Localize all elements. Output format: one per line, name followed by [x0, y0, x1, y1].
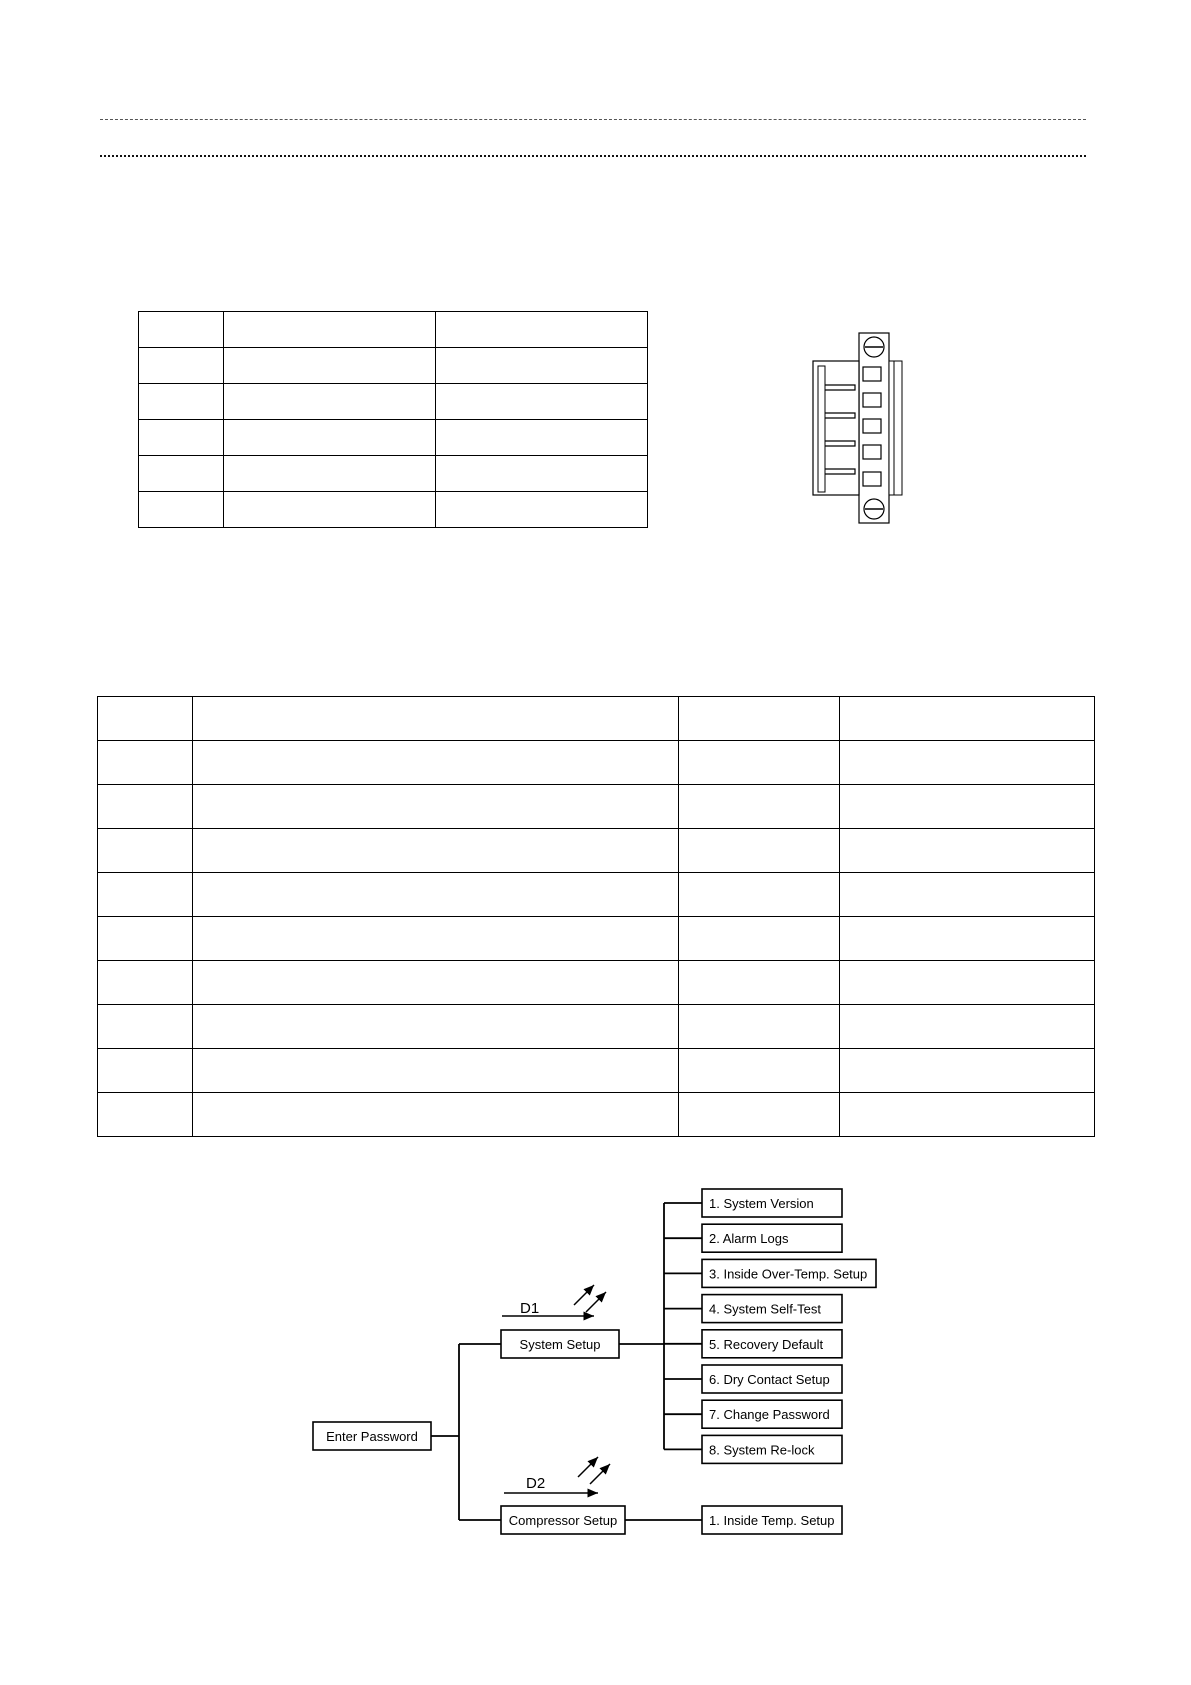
menu-table-cell: [193, 785, 679, 829]
menu-table-cell: [679, 741, 840, 785]
pin-table-row: [139, 312, 648, 348]
pin-table-cell: [436, 492, 648, 528]
menu-table-cell: [840, 1093, 1095, 1137]
pin-table-cell: [139, 420, 224, 456]
setup-menu-flowchart: [0, 1180, 1191, 1560]
pin-table-cell: [436, 312, 648, 348]
menu-table-row: [98, 697, 1095, 741]
pin-table-cell: [139, 384, 224, 420]
system-setup-item-label: 3. Inside Over-Temp. Setup: [709, 1266, 868, 1282]
system-setup-item: [702, 1295, 842, 1323]
pin-table-cell: [436, 456, 648, 492]
menu-table-cell: [98, 697, 193, 741]
system-setup-item-label: 6. Dry Contact Setup: [709, 1372, 830, 1387]
menu-table-cell: [679, 1093, 840, 1137]
connector-side-rib: [889, 361, 902, 495]
header-rule-thin: [100, 119, 1086, 120]
system-setup-item-label: 2. Alarm Logs: [709, 1231, 789, 1247]
terminal-block-connector: [808, 330, 908, 530]
menu-table-cell: [193, 1005, 679, 1049]
menu-table-cell: [193, 917, 679, 961]
menu-table-row: [98, 917, 1095, 961]
pin-table-row: [139, 456, 648, 492]
menu-table-cell: [679, 873, 840, 917]
menu-table-cell: [98, 917, 193, 961]
menu-table-cell: [840, 829, 1095, 873]
system-setup-item-label: 4. System Self-Test: [709, 1301, 821, 1317]
menu-table-cell: [679, 961, 840, 1005]
light-arrows-icon: [574, 1285, 606, 1312]
pin-table-cell: [436, 384, 648, 420]
pin-table-cell: [139, 312, 224, 348]
system-setup-item-label: 1. System Version: [709, 1196, 814, 1211]
pin-table-cell: [224, 492, 436, 528]
menu-table-cell: [98, 1049, 193, 1093]
system-setup-item-label: 5. Recovery Default: [709, 1336, 824, 1352]
pin-table-cell: [224, 456, 436, 492]
system-setup-item-label: 8. System Re-lock: [709, 1442, 815, 1458]
menu-table: [97, 696, 1095, 1137]
menu-table-cell: [193, 829, 679, 873]
menu-table-cell: [840, 785, 1095, 829]
compressor-setup-item-label: 1. Inside Temp. Setup: [709, 1513, 835, 1528]
system-setup-item: [702, 1400, 842, 1428]
menu-table-row: [98, 1005, 1095, 1049]
system-setup-item: [702, 1365, 842, 1393]
pin-table-cell: [224, 312, 436, 348]
menu-table-cell: [193, 873, 679, 917]
menu-table-cell: [98, 961, 193, 1005]
menu-table-cell: [679, 829, 840, 873]
d2-key-label: D2: [526, 1475, 546, 1492]
pin-table-row: [139, 384, 648, 420]
menu-table-cell: [679, 785, 840, 829]
root-node: [313, 1422, 431, 1450]
menu-table-cell: [679, 917, 840, 961]
pin-table-cell: [436, 348, 648, 384]
menu-table-cell: [193, 1049, 679, 1093]
pin-table-cell: [139, 348, 224, 384]
menu-table-cell: [840, 1005, 1095, 1049]
menu-table-cell: [98, 1093, 193, 1137]
menu-table-cell: [98, 785, 193, 829]
menu-table-cell: [679, 1049, 840, 1093]
pin-table-row: [139, 492, 648, 528]
menu-table-row: [98, 961, 1095, 1005]
system-setup-item: [702, 1224, 842, 1252]
menu-table-row: [98, 873, 1095, 917]
system-setup-label: System Setup: [519, 1337, 601, 1352]
screw-icon-bottom: [864, 499, 884, 519]
menu-table-cell: [679, 1005, 840, 1049]
pin-table-cell: [436, 420, 648, 456]
menu-table-row: [98, 785, 1095, 829]
menu-table-cell: [98, 741, 193, 785]
system-setup-item: [702, 1259, 876, 1287]
menu-table-cell: [98, 1005, 193, 1049]
light-arrows-icon: [578, 1457, 610, 1484]
system-setup-item: [702, 1435, 842, 1463]
compressor-setup-node: [501, 1506, 625, 1534]
d2-key-indicator: [504, 1457, 610, 1493]
system-setup-item-label: 7. Change Password: [709, 1407, 830, 1423]
menu-table-cell: [840, 961, 1095, 1005]
menu-table-row: [98, 741, 1095, 785]
system-setup-node: [501, 1330, 619, 1358]
menu-table-row: [98, 1049, 1095, 1093]
d1-key-indicator: [502, 1285, 606, 1317]
menu-table-cell: [98, 873, 193, 917]
pin-table-cell: [224, 384, 436, 420]
menu-table-cell: [840, 741, 1095, 785]
menu-table-cell: [840, 873, 1095, 917]
menu-table-cell: [840, 1049, 1095, 1093]
menu-table-row: [98, 829, 1095, 873]
system-setup-item: [702, 1189, 842, 1217]
pin-table-cell: [139, 456, 224, 492]
compressor-setup-item: [702, 1506, 842, 1534]
menu-table-cell: [193, 741, 679, 785]
menu-table-row: [98, 1093, 1095, 1137]
screw-icon-top: [864, 337, 884, 357]
menu-table-cell: [193, 697, 679, 741]
menu-table-cell: [193, 1093, 679, 1137]
menu-table-cell: [840, 917, 1095, 961]
connector-rail: [818, 366, 825, 492]
header-rule-thick: [100, 155, 1086, 157]
menu-table-cell: [840, 697, 1095, 741]
compressor-setup-label: Compressor Setup: [508, 1513, 618, 1528]
system-setup-item: [702, 1330, 842, 1358]
root-node-label: Enter Password: [326, 1429, 418, 1444]
menu-table-cell: [193, 961, 679, 1005]
pin-table-cell: [224, 420, 436, 456]
pin-table-row: [139, 348, 648, 384]
pin-table-cell: [224, 348, 436, 384]
menu-table-cell: [98, 829, 193, 873]
pin-table-row: [139, 420, 648, 456]
pin-table-cell: [139, 492, 224, 528]
d1-key-label: D1: [520, 1300, 540, 1317]
menu-table-cell: [679, 697, 840, 741]
pin-table: [138, 311, 648, 528]
